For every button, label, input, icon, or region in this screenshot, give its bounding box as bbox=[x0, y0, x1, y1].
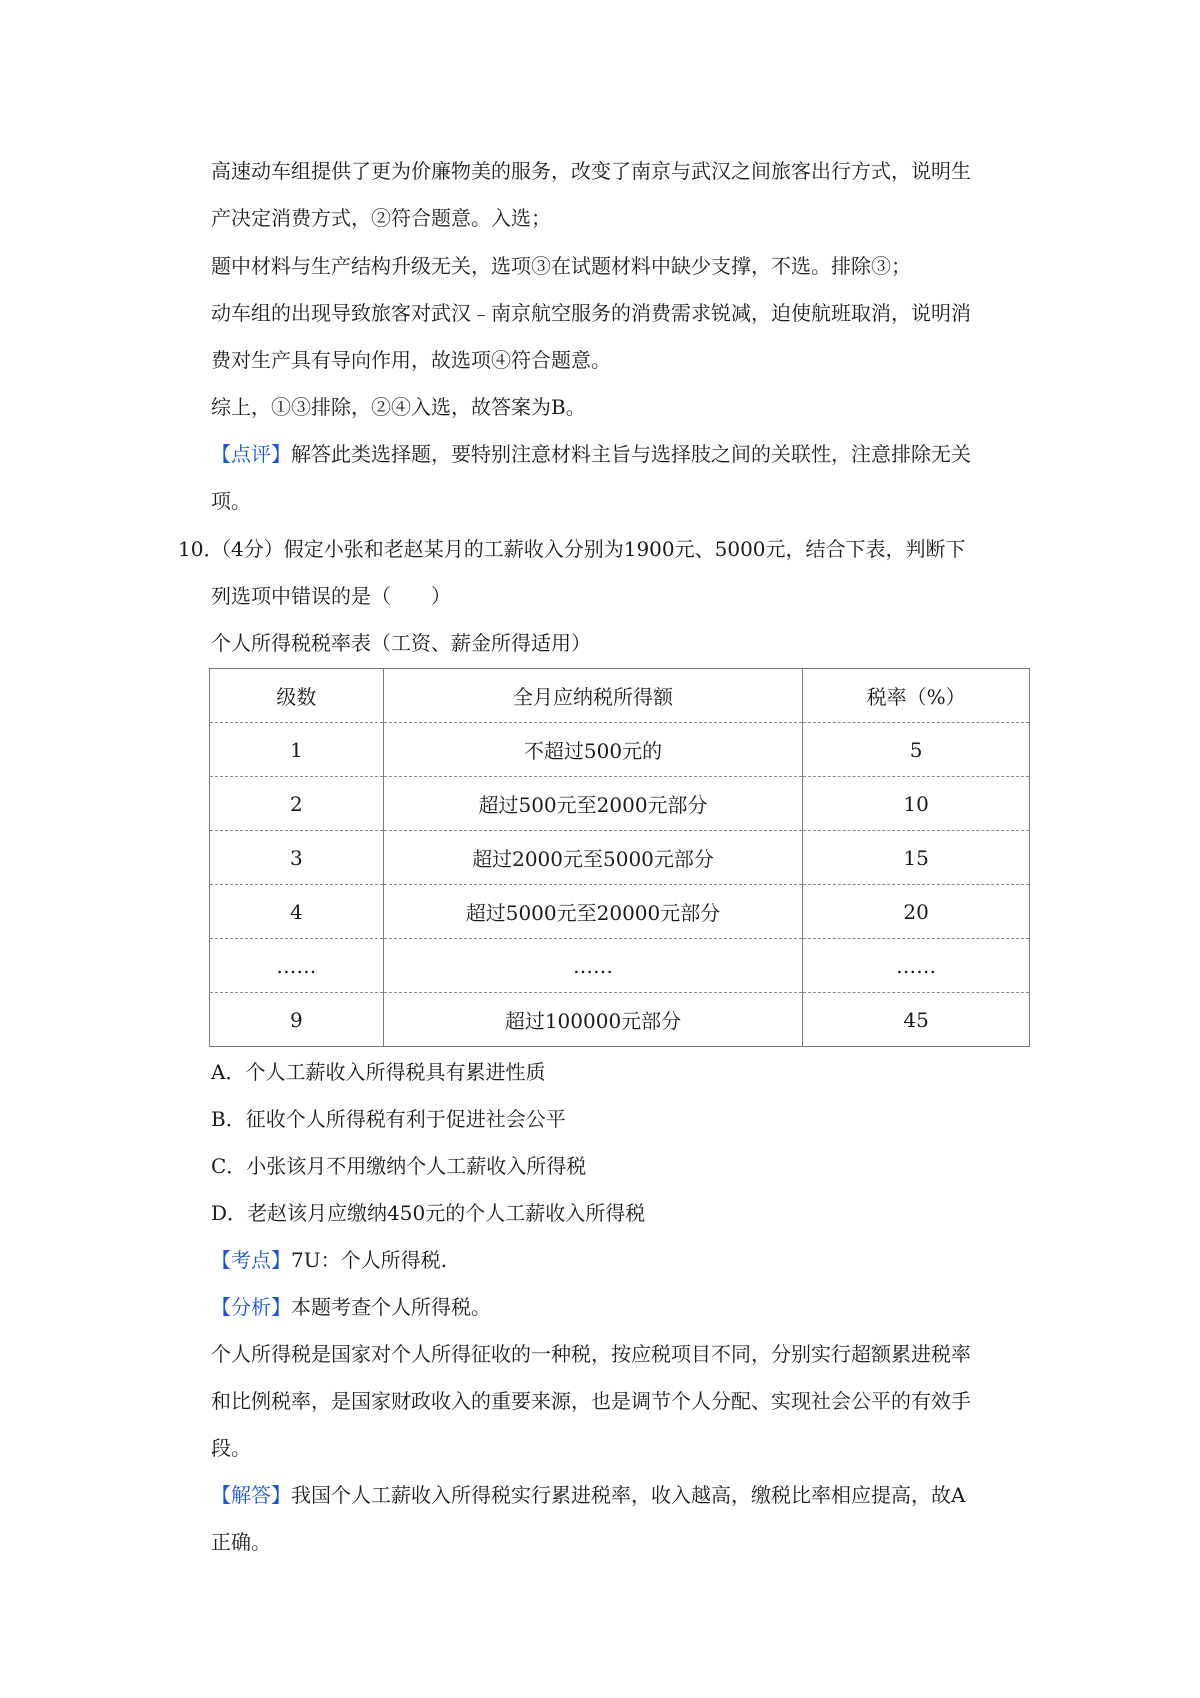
fenxi-text: 本题考查个人所得税。 bbox=[291, 1295, 491, 1319]
comment-tag: 【点评】 bbox=[211, 442, 291, 466]
comment-paragraph bbox=[211, 431, 1029, 478]
analysis-body-line: 个人所得税是国家对个人所得征收的一种税，按应税项目不同，分别实行超额累进税率 bbox=[211, 1342, 971, 1366]
cell-rate: 15 bbox=[803, 831, 1030, 885]
header-income: 全月应纳税所得额 bbox=[383, 669, 802, 723]
table-row bbox=[210, 993, 1030, 1047]
option-b: B．征收个人所得税有利于促进社会公平 bbox=[211, 1107, 566, 1131]
option-c: C．小张该月不用缴纳个人工薪收入所得税 bbox=[211, 1154, 587, 1178]
jieda-line: 正确。 bbox=[211, 1530, 271, 1554]
cell-level: 1 bbox=[210, 723, 384, 777]
header-level: 级数 bbox=[210, 669, 384, 723]
jieda-text: 我国个人工薪收入所得税实行累进税率，收入越高，缴税比率相应提高，故A bbox=[291, 1483, 966, 1507]
fenxi-tag: 【分析】 bbox=[211, 1295, 291, 1319]
cell-income: 超过5000元至20000元部分 bbox=[383, 885, 802, 939]
cell-rate: 45 bbox=[803, 993, 1030, 1047]
cell-rate: 20 bbox=[803, 885, 1030, 939]
table-title: 个人所得税税率表（工资、薪金所得适用） bbox=[211, 631, 591, 655]
analysis-body-line: 段。 bbox=[211, 1436, 251, 1460]
cell-rate: 5 bbox=[803, 723, 1030, 777]
option-d: D．老赵该月应缴纳450元的个人工薪收入所得税 bbox=[211, 1201, 646, 1225]
comment-line: 项。 bbox=[211, 489, 251, 513]
question-number: 10． bbox=[178, 537, 224, 561]
analysis-line: 动车组的出现导致旅客对武汉﹣南京航空服务的消费需求锐减，迫使航班取消，说明消 bbox=[211, 301, 971, 325]
jieda-tag: 【解答】 bbox=[211, 1483, 291, 1507]
analysis-line: 费对生产具有导向作用，故选项④符合题意。 bbox=[211, 348, 611, 372]
cell-level: 3 bbox=[210, 831, 384, 885]
header-rate: 税率（%） bbox=[803, 669, 1030, 723]
table-header-row bbox=[210, 669, 1030, 723]
kaodian-paragraph bbox=[211, 1237, 1029, 1284]
cell-level: 9 bbox=[210, 993, 384, 1047]
jieda-paragraph bbox=[211, 1472, 1029, 1519]
kaodian-text: 7U：个人所得税. bbox=[291, 1248, 447, 1272]
cell-income: 超过2000元至5000元部分 bbox=[383, 831, 802, 885]
analysis-line: 高速动车组提供了更为价廉物美的服务，改变了南京与武汉之间旅客出行方式，说明生 bbox=[211, 159, 971, 183]
fenxi-paragraph bbox=[211, 1284, 1029, 1331]
analysis-line: 产决定消费方式，②符合题意。入选； bbox=[211, 206, 551, 230]
kaodian-tag: 【考点】 bbox=[211, 1248, 291, 1272]
cell-level: …… bbox=[210, 939, 384, 993]
table-row bbox=[210, 831, 1030, 885]
analysis-body-line: 和比例税率，是国家财政收入的重要来源，也是调节个人分配、实现社会公平的有效手 bbox=[211, 1389, 971, 1413]
table-row bbox=[210, 885, 1030, 939]
cell-rate: 10 bbox=[803, 777, 1030, 831]
tax-rate-table bbox=[209, 668, 1030, 1047]
cell-income: 超过500元至2000元部分 bbox=[383, 777, 802, 831]
cell-level: 2 bbox=[210, 777, 384, 831]
table-row bbox=[210, 723, 1030, 777]
question-stem-line: 列选项中错误的是（ ） bbox=[211, 584, 451, 608]
cell-income: …… bbox=[383, 939, 802, 993]
table-row bbox=[210, 777, 1030, 831]
analysis-line: 题中材料与生产结构升级无关，选项③在试题材料中缺少支撑，不选。排除③； bbox=[211, 254, 911, 278]
option-a: A．个人工薪收入所得税具有累进性质 bbox=[211, 1060, 546, 1084]
cell-level: 4 bbox=[210, 885, 384, 939]
cell-rate: …… bbox=[803, 939, 1030, 993]
conclusion-line: 综上，①③排除，②④入选，故答案为B。 bbox=[211, 395, 586, 419]
cell-income: 不超过500元的 bbox=[383, 723, 802, 777]
cell-income: 超过100000元部分 bbox=[383, 993, 802, 1047]
table-row bbox=[210, 939, 1030, 993]
comment-text: 解答此类选择题，要特别注意材料主旨与选择肢之间的关联性，注意排除无关 bbox=[291, 442, 971, 466]
question-stem-line: （4分）假定小张和老赵某月的工薪收入分别为1900元、5000元，结合下表，判断下 bbox=[211, 537, 966, 561]
